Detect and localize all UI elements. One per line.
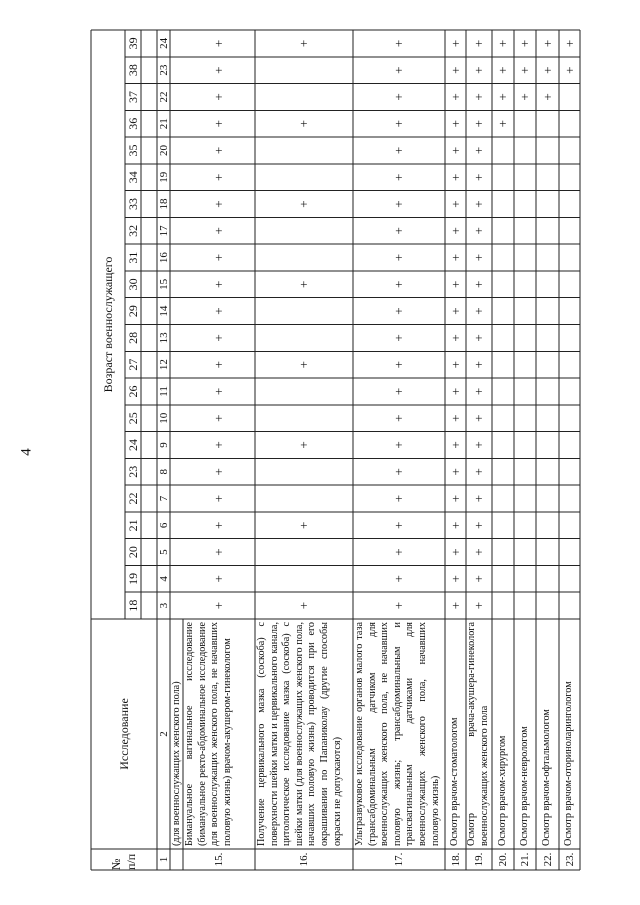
row-mark: + [495, 120, 510, 128]
col-number: 14 [157, 305, 170, 317]
row-exam-text: Ультразвуковое исследование органов малого таза (трансабдоминальным датчиком для военнослужащих женского пола, не начавших половую жизнь; трансабдоминальным и трансвагинальным датчиками для военнослужащих женского пола, начавших половую жизнь) [354, 622, 441, 846]
row-mark: + [471, 146, 486, 155]
row-mark: + [495, 39, 510, 48]
row-mark: + [211, 414, 226, 422]
row-mark: + [447, 173, 463, 181]
row-mark: + [471, 334, 486, 342]
row-mark: + [296, 361, 311, 369]
row-mark: + [211, 307, 226, 315]
row-mark: + [391, 387, 406, 396]
row-mark: + [471, 253, 486, 262]
row-mark: + [211, 200, 226, 208]
header-age: 30 [125, 278, 140, 291]
row-mark: + [211, 66, 226, 74]
row-mark: + [391, 227, 406, 235]
row-mark: + [447, 307, 463, 315]
col-number: 18 [157, 198, 170, 210]
row-mark: + [391, 173, 406, 181]
row-mark: + [296, 521, 311, 529]
row-mark: + [211, 521, 226, 529]
row-mark: + [517, 93, 532, 101]
col-number: 21 [157, 118, 170, 130]
header-age: 38 [125, 64, 140, 77]
row-mark: + [471, 120, 486, 128]
row-mark: + [447, 521, 463, 529]
row-mark: + [517, 39, 532, 48]
row-number: 17. [393, 852, 405, 867]
row-mark: + [391, 280, 406, 289]
col-number: 4 [157, 576, 170, 582]
row-mark: + [539, 93, 555, 101]
col-number: 7 [157, 495, 170, 502]
row-mark: + [211, 120, 226, 128]
header-age: 27 [125, 358, 140, 371]
row-mark: + [471, 39, 486, 48]
row-mark: + [391, 39, 406, 48]
col-number: 1 [157, 856, 170, 863]
header-age: 26 [125, 385, 140, 398]
header-age: 24 [125, 439, 140, 451]
row-exam-text: Осмотр врачом-стоматологом [449, 717, 461, 846]
row-mark: + [471, 494, 486, 503]
row-mark: + [471, 414, 486, 422]
header-exam: Исследование [116, 698, 131, 770]
row-mark: + [211, 146, 226, 155]
header-age-group: Возраст военнослужащего [100, 256, 115, 393]
col-number: 10 [157, 412, 170, 424]
row-mark: + [471, 93, 486, 101]
row-mark: + [211, 548, 226, 556]
row-mark: + [447, 120, 463, 128]
header-age: 22 [125, 492, 140, 505]
row-mark: + [211, 387, 226, 396]
row-mark: + [211, 173, 226, 181]
row-exam-text: Осмотр врачом-неврологом [518, 726, 530, 846]
row-mark: + [211, 280, 226, 289]
row-mark: + [447, 66, 463, 74]
header-age: 23 [125, 465, 140, 478]
row-mark: + [391, 361, 406, 369]
row-mark: + [447, 280, 463, 289]
row-mark: + [539, 39, 555, 48]
header-age: 34 [125, 171, 140, 184]
row-number: 15. [213, 852, 225, 867]
row-mark: + [561, 39, 577, 48]
row-number: 19. [473, 852, 485, 867]
row-mark: + [211, 468, 226, 476]
header-age: 31 [125, 251, 140, 264]
row-mark: + [447, 200, 463, 208]
col-number: 5 [157, 549, 170, 555]
row-mark: + [211, 575, 226, 583]
col-number: 16 [157, 252, 170, 264]
row-mark: + [296, 441, 311, 449]
col-number: 13 [157, 332, 170, 344]
header-age: 20 [125, 546, 140, 559]
row-mark: + [471, 521, 486, 529]
row-mark: + [471, 200, 486, 208]
row-mark: + [296, 39, 311, 48]
col-number: 20 [157, 145, 170, 156]
row-mark: + [296, 601, 311, 610]
row-mark: + [211, 227, 226, 235]
row-mark: + [447, 253, 463, 262]
row-mark: + [447, 575, 463, 583]
row-mark: + [391, 253, 406, 262]
row-mark: + [471, 468, 486, 476]
row-mark: + [471, 227, 486, 235]
col-number: 2 [157, 731, 170, 737]
row-mark: + [211, 39, 226, 48]
row-mark: + [447, 93, 463, 101]
col-number: 22 [157, 91, 170, 103]
row-mark: + [391, 494, 406, 503]
row-mark: + [471, 66, 486, 74]
row-mark: + [471, 361, 486, 369]
row-exam-text: Осмотр врачом-оториноларингологом [563, 681, 575, 846]
row-mark: + [211, 441, 226, 449]
row-number: 21. [519, 852, 531, 867]
header-age: 21 [125, 519, 140, 532]
row-mark: + [211, 361, 226, 369]
header-age: 35 [125, 144, 140, 157]
row-exam-text: Осмотр врачом-офтальмологом [541, 709, 553, 846]
header-age: 39 [125, 37, 140, 50]
row-mark: + [391, 334, 406, 342]
col-number: 6 [157, 522, 170, 529]
row-mark: + [391, 521, 406, 529]
row-mark: + [391, 93, 406, 101]
row-mark: + [471, 548, 486, 556]
col-number: 19 [157, 171, 170, 183]
row-mark: + [391, 200, 406, 208]
row-mark: + [447, 387, 463, 396]
row-mark: + [391, 468, 406, 476]
header-age: 29 [125, 305, 140, 318]
row-exam-text: Бимануальное вагинальное исследование (бимануальное ректо-абдоминальное исследование для военнослужащих женского пола, не начавших половую жизнь) врачом-акушером-гинекологом [184, 622, 233, 846]
col-number: 11 [157, 386, 170, 397]
row-mark: + [447, 548, 463, 556]
row-mark: + [471, 173, 486, 181]
row-mark: + [447, 414, 463, 422]
row-mark: + [471, 441, 486, 449]
row-mark: + [495, 66, 510, 74]
col-number: 24 [157, 37, 170, 49]
row-mark: + [211, 601, 226, 610]
header-age: 36 [125, 117, 140, 130]
header-age: 19 [125, 572, 140, 585]
row-mark: + [296, 280, 311, 289]
row-mark: + [211, 494, 226, 503]
row-mark: + [391, 414, 406, 422]
row-number: 23. [563, 852, 576, 867]
header-age: 32 [125, 224, 140, 237]
col-number: 23 [157, 64, 170, 76]
row-mark: + [471, 387, 486, 396]
row-mark: + [561, 66, 577, 74]
header-age: 18 [125, 599, 140, 612]
row-mark: + [296, 200, 311, 208]
row-exam-text: Осмотр врача-акушера-гинеколога военнослужащих женского пола [466, 622, 490, 846]
col-number: 15 [157, 278, 170, 290]
row-mark: + [447, 441, 463, 449]
row-mark: + [391, 66, 406, 74]
header-age: 25 [125, 412, 140, 425]
row-mark: + [471, 307, 486, 315]
header-num: № п/п [109, 853, 138, 870]
row-exam-text: Осмотр врачом-хирургом [496, 735, 508, 846]
row-mark: + [447, 468, 463, 476]
row-mark: + [471, 575, 486, 583]
header-age: 37 [125, 90, 140, 103]
row-mark: + [296, 120, 311, 128]
row-mark: + [447, 361, 463, 369]
row-mark: + [471, 601, 486, 610]
row-mark: + [447, 39, 463, 48]
row-mark: + [447, 334, 463, 342]
row-mark: + [447, 227, 463, 235]
row-mark: + [391, 441, 406, 449]
row-number: 20. [497, 852, 509, 867]
row-mark: + [391, 548, 406, 556]
col-number: 17 [157, 225, 170, 237]
page-number: 4 [18, 448, 35, 456]
row-mark: + [211, 93, 226, 101]
row-mark: + [447, 601, 463, 610]
col-number: 9 [157, 442, 170, 448]
row-number: 16. [298, 852, 310, 867]
row-mark: + [447, 146, 463, 155]
col-number: 8 [157, 469, 170, 475]
rotated-table [89, 28, 614, 878]
row-mark: + [447, 494, 463, 503]
row-mark: + [495, 93, 510, 101]
row-mark: + [391, 146, 406, 155]
header-age: 28 [125, 331, 140, 344]
row-mark: + [391, 120, 406, 128]
continuation-text: (для военнослужащих женского пола) [171, 681, 182, 846]
row-mark: + [391, 575, 406, 583]
header-age: 33 [125, 198, 140, 211]
row-mark: + [391, 307, 406, 315]
row-mark: + [211, 334, 226, 342]
row-mark: + [539, 66, 555, 74]
row-mark: + [471, 280, 486, 289]
row-number: 22. [541, 852, 554, 867]
row-mark: + [211, 253, 226, 262]
row-mark: + [517, 66, 532, 74]
row-number: 18. [449, 852, 462, 867]
col-number: 12 [157, 359, 170, 371]
col-number: 3 [157, 602, 170, 609]
row-exam-text: Получение цервикального мазка (соскоба) с поверхности шейки матки и цервикального канала, цитологическое исследование мазка (соскоба) с шейки матки (для военнослужащих женского пола, начавших половую жизнь) проводится при его окрашивании по Папаниколау (другие способы окраски не допускаются) [256, 622, 343, 846]
row-mark: + [391, 601, 406, 610]
